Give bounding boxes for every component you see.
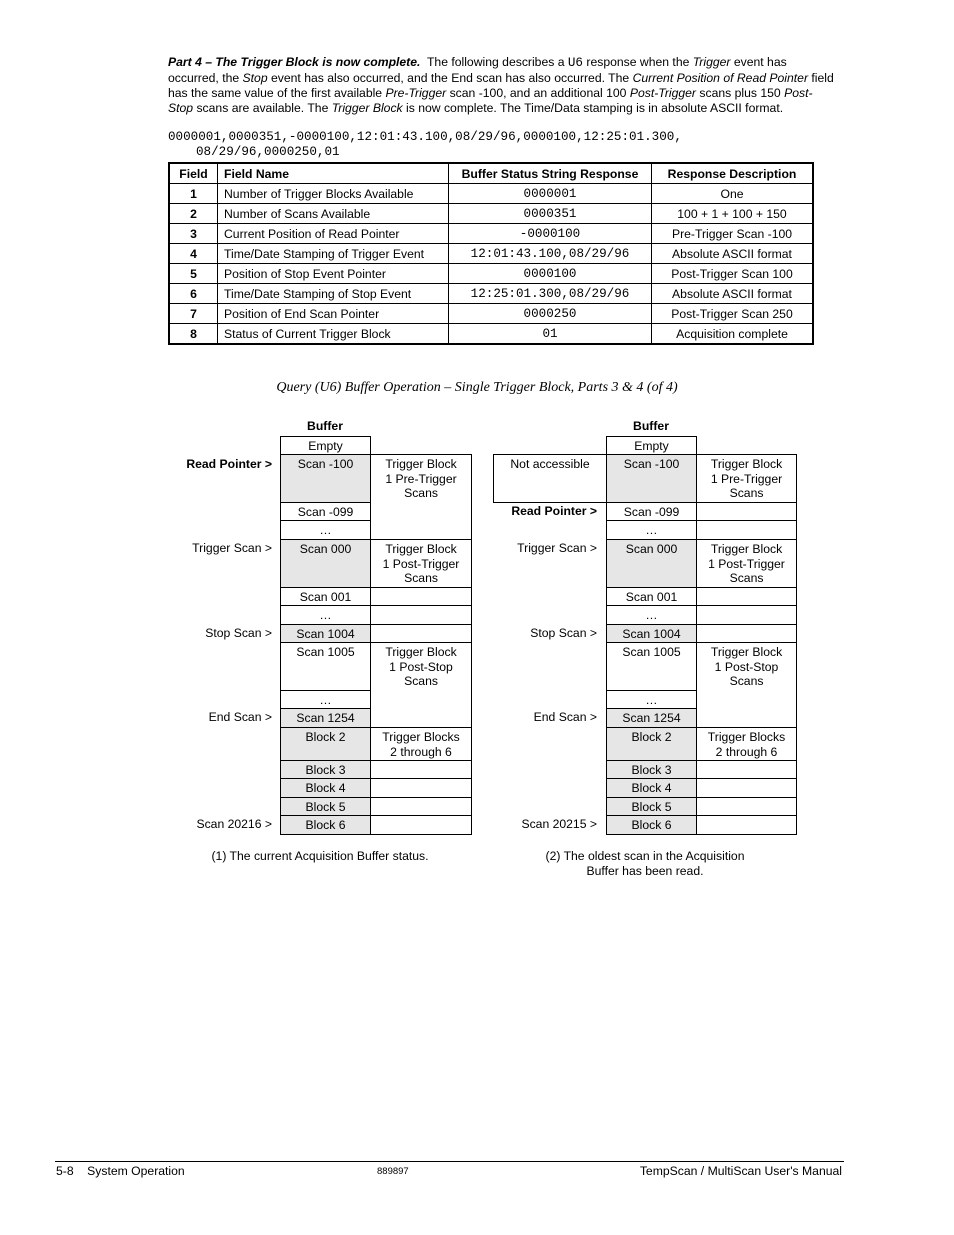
table-row xyxy=(169,244,813,264)
label-trigger-scan: Trigger Scan > xyxy=(192,541,272,555)
intro-text: event has occurred, the xyxy=(168,55,787,85)
cell-scan-m100: Scan -100 xyxy=(606,454,697,503)
cell-description: One xyxy=(652,184,814,204)
intro-italic: Trigger Block xyxy=(331,101,403,116)
cell-blank xyxy=(696,624,797,643)
cell-description: Acquisition complete xyxy=(652,324,814,345)
cell-scan-1005: Scan 1005 xyxy=(280,642,371,691)
cell-blank xyxy=(370,760,472,779)
label-read-pointer: Read Pointer > xyxy=(511,504,597,518)
cell-scan-000: Scan 000 xyxy=(280,539,371,588)
cell-block-4: Block 4 xyxy=(606,778,697,798)
cell-description: Post-Trigger Scan 100 xyxy=(652,264,814,284)
cell-block-2: Block 2 xyxy=(606,727,697,761)
cell-blank xyxy=(696,520,797,540)
cell-trigger-post: Trigger Block 1 Post-Trigger Scans xyxy=(696,539,797,588)
cell-field: 1 xyxy=(169,184,218,204)
cell-scan-m099: Scan -099 xyxy=(606,502,697,521)
intro-text: The following describes a xyxy=(426,55,568,69)
cell-response: 0000001 xyxy=(449,184,652,204)
intro-italic: Current Position of Read Pointer xyxy=(632,71,809,85)
cell-blank xyxy=(696,778,797,798)
cell-ellipsis: … xyxy=(606,605,697,625)
header-field-name: Field Name xyxy=(218,163,449,184)
cell-description: 100 + 1 + 100 + 150 xyxy=(652,204,814,224)
cell-blank xyxy=(370,815,472,835)
cell-blank xyxy=(696,760,797,779)
cell-field-name: Status of Current Trigger Block xyxy=(218,324,449,345)
cell-trigger-pre: Trigger Block 1 Pre-Trigger Scans xyxy=(370,454,472,540)
label-end-scan: End Scan > xyxy=(208,710,272,724)
cell-field: 4 xyxy=(169,244,218,264)
cell-description: Pre-Trigger Scan -100 xyxy=(652,224,814,244)
cell-block-5: Block 5 xyxy=(606,797,697,816)
intro-italic: Pre-Trigger xyxy=(385,86,447,101)
cell-scan-1004: Scan 1004 xyxy=(606,624,697,643)
intro-text: response when the xyxy=(583,55,693,69)
cell-ellipsis: … xyxy=(606,690,697,709)
table-row xyxy=(169,224,813,244)
figure-caption: Query (U6) Buffer Operation – Single Trigger Block, Parts 3 & 4 (of 4) xyxy=(276,380,678,395)
cell-scan-1254: Scan 1254 xyxy=(606,708,697,728)
cell-blank xyxy=(370,587,472,606)
intro-text: scan -100, and an additional 100 xyxy=(446,86,630,101)
cell-field-name: Number of Trigger Blocks Available xyxy=(218,184,449,204)
cell-ellipsis: … xyxy=(606,520,697,540)
intro-italic: Post-Stop xyxy=(168,86,813,116)
cell-scan-000: Scan 000 xyxy=(606,539,697,588)
cell-blank xyxy=(370,605,472,625)
cell-description: Post-Trigger Scan 250 xyxy=(652,304,814,324)
cell-blank xyxy=(696,797,797,816)
cell-block-4: Block 4 xyxy=(280,778,371,798)
cell-description: Absolute ASCII format xyxy=(652,284,814,304)
cell-trigger-2to6: Trigger Blocks 2 through 6 xyxy=(370,727,472,761)
label-trigger-scan: Trigger Scan > xyxy=(517,541,597,555)
cell-field-name: Time/Date Stamping of Stop Event xyxy=(218,284,449,304)
response-line-2: 08/29/96,0000250,01 xyxy=(196,145,340,159)
footer-left: 5-8 System Operation xyxy=(56,1164,185,1178)
cell-response: 0000351 xyxy=(449,204,652,224)
cell-field: 8 xyxy=(169,324,218,345)
cell-block-6: Block 6 xyxy=(606,815,697,835)
cell-response: 0000100 xyxy=(449,264,652,284)
cell-blank xyxy=(696,815,797,835)
label-read-pointer: Read Pointer > xyxy=(186,457,272,471)
cell-blank xyxy=(370,624,472,643)
cell-blank xyxy=(696,587,797,606)
cell-response: 01 xyxy=(449,324,652,345)
table-row xyxy=(169,304,813,324)
intro-title: Part 4 – The Trigger Block is now complete. xyxy=(168,55,421,69)
cell-scan-m100: Scan -100 xyxy=(280,454,371,503)
cell-blank xyxy=(370,778,472,798)
header-field: Field xyxy=(169,163,218,184)
intro-italic: Post-Trigger xyxy=(629,86,696,101)
cell-field: 6 xyxy=(169,284,218,304)
footer-rule xyxy=(55,1161,844,1162)
footer-center: 889897 xyxy=(377,1166,409,1177)
cell-field: 5 xyxy=(169,264,218,284)
cell-not-accessible: Not accessible xyxy=(493,454,607,503)
label-scan-20216: Scan 20216 > xyxy=(196,817,272,831)
buffer-header: Buffer xyxy=(633,419,669,433)
cell-field: 2 xyxy=(169,204,218,224)
cell-trigger-post: Trigger Block 1 Post-Trigger Scans xyxy=(370,539,472,588)
label-stop-scan: Stop Scan > xyxy=(205,626,272,640)
cell-response: -0000100 xyxy=(449,224,652,244)
intro-italic: Stop xyxy=(242,71,268,85)
intro-italic: Trigger xyxy=(692,55,731,69)
cell-blank xyxy=(696,605,797,625)
cell-trigger-poststop: Trigger Block 1 Post-Stop Scans xyxy=(696,642,797,728)
intro-paragraph xyxy=(168,55,836,117)
cell-description: Absolute ASCII format xyxy=(652,244,814,264)
cell-scan-001: Scan 001 xyxy=(606,587,697,606)
cell-ellipsis: … xyxy=(280,605,371,625)
table-row xyxy=(169,264,813,284)
label-end-scan: End Scan > xyxy=(533,710,597,724)
cell-field: 7 xyxy=(169,304,218,324)
cell-field-name: Number of Scans Available xyxy=(218,204,449,224)
cell-empty: Empty xyxy=(606,436,697,455)
table-row xyxy=(169,284,813,304)
cell-block-6: Block 6 xyxy=(280,815,371,835)
response-string xyxy=(168,130,682,160)
cell-block-2: Block 2 xyxy=(280,727,371,761)
intro-text: is now complete. The Time/Data stamping is in absolute ASCII format. xyxy=(402,101,784,116)
intro-text: scans are available. The xyxy=(193,101,332,116)
note-1: (1) The current Acquisition Buffer status. xyxy=(211,849,429,863)
cell-response: 0000250 xyxy=(449,304,652,324)
cell-scan-001: Scan 001 xyxy=(280,587,371,606)
response-line-1: 0000001,0000351,-0000100,12:01:43.100,08/29/96,0000100,12:25:01.300, xyxy=(168,130,682,144)
cell-trigger-2to6: Trigger Blocks 2 through 6 xyxy=(696,727,797,761)
label-stop-scan: Stop Scan > xyxy=(530,626,597,640)
cell-block-3: Block 3 xyxy=(280,760,371,779)
cell-blank xyxy=(696,502,797,521)
label-scan-20215: Scan 20215 > xyxy=(521,817,597,831)
cell-field-name: Current Position of Read Pointer xyxy=(218,224,449,244)
cell-field-name: Position of Stop Event Pointer xyxy=(218,264,449,284)
cell-trigger-pre: Trigger Block 1 Pre-Trigger Scans xyxy=(696,454,797,503)
header-description: Response Description xyxy=(652,163,814,184)
cell-field-name: Position of End Scan Pointer xyxy=(218,304,449,324)
cell-scan-1004: Scan 1004 xyxy=(280,624,371,643)
cell-empty: Empty xyxy=(280,436,371,455)
intro-text: scans plus 150 xyxy=(696,86,785,101)
cell-trigger-poststop: Trigger Block 1 Post-Stop Scans xyxy=(370,642,472,728)
table-row xyxy=(169,324,813,345)
buffer-status-table xyxy=(168,162,814,345)
table-header-row xyxy=(169,163,813,184)
intro-text: event has also occurred, and the End scan has also occurred. The xyxy=(267,71,633,85)
table-row xyxy=(169,204,813,224)
intro-text: field has the same value of the first available xyxy=(168,71,834,101)
footer-right: TempScan / MultiScan User's Manual xyxy=(639,1164,842,1178)
intro-code: U6 xyxy=(567,56,583,70)
note-2: (2) The oldest scan in the Acquisition Buffer has been read. xyxy=(545,849,745,878)
cell-scan-1005: Scan 1005 xyxy=(606,642,697,691)
table-row xyxy=(169,184,813,204)
cell-scan-1254: Scan 1254 xyxy=(280,708,371,728)
cell-block-5: Block 5 xyxy=(280,797,371,816)
cell-ellipsis: … xyxy=(280,520,371,540)
cell-scan-m099: Scan -099 xyxy=(280,502,371,521)
cell-field-name: Time/Date Stamping of Trigger Event xyxy=(218,244,449,264)
cell-response: 12:25:01.300,08/29/96 xyxy=(449,284,652,304)
cell-blank xyxy=(370,797,472,816)
cell-ellipsis: … xyxy=(280,690,371,709)
cell-response: 12:01:43.100,08/29/96 xyxy=(449,244,652,264)
cell-block-3: Block 3 xyxy=(606,760,697,779)
cell-field: 3 xyxy=(169,224,218,244)
buffer-header: Buffer xyxy=(307,419,343,433)
header-response: Buffer Status String Response xyxy=(449,163,652,184)
